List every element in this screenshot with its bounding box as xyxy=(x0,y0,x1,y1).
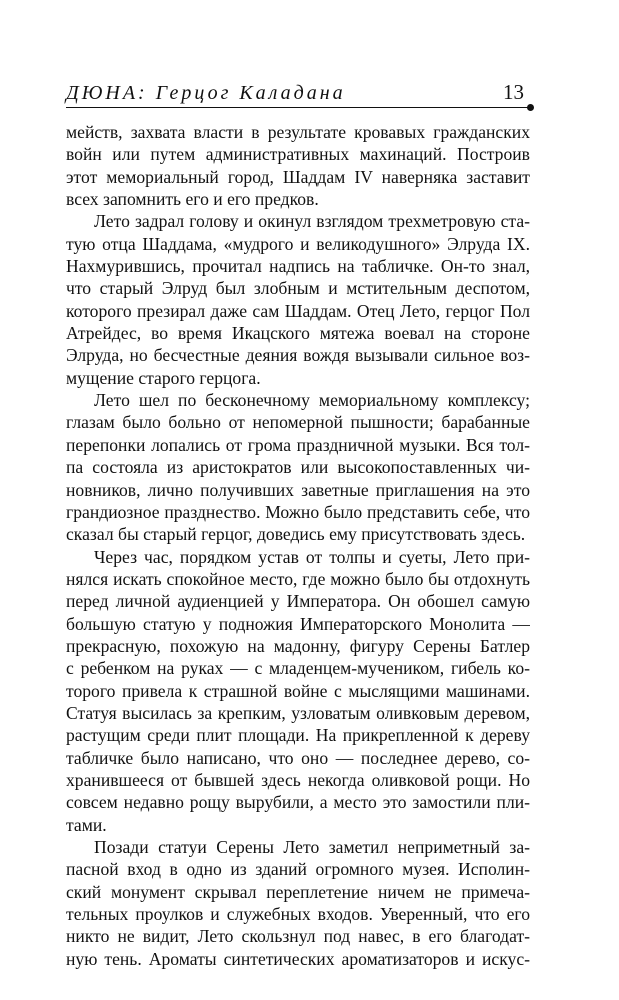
body-text xyxy=(66,121,530,970)
text-line: войн или путем административных махинаций. Построив xyxy=(66,144,530,165)
text-line: па состояла из аристократов или высокопоставленных чи- xyxy=(66,457,530,478)
text-line: хранившееся от бывшей здесь некогда оливковой рощи. Но xyxy=(66,769,530,790)
text-line: перепонки лопались от грома праздничной музыки. Вся тол- xyxy=(66,434,530,455)
text-line: Позади статуи Серены Лето заметил неприметный за- xyxy=(94,837,530,857)
header-rule-end-dot xyxy=(527,104,534,111)
text-line: новников, лично получивших заветные приглашения на это xyxy=(66,479,530,500)
running-title: ДЮНА: Герцог Каладана xyxy=(66,82,346,104)
text-line: прекрасную, похожую на мадонну, фигуру Серены Батлер xyxy=(66,635,530,656)
text-line: всех запомнить его и его предков. xyxy=(66,189,319,210)
text-line: совсем недавно рощу вырубили, а место это замостили пли- xyxy=(66,792,530,813)
text-line: Статуя высилась за крепким, узловатым оливковым деревом, xyxy=(66,702,530,723)
text-line: растущим среди плит площади. На прикрепленной к дереву xyxy=(66,725,530,746)
text-line: сказал бы старый герцог, доведись ему присутствовать здесь. xyxy=(66,524,526,545)
text-line: глазам было больно от непомерной пышности; барабанные xyxy=(66,412,530,433)
text-line: Лето задрал голову и окинул взглядом трехметровую ста- xyxy=(94,211,530,232)
text-line: Атрейдес, во время Икацского мятежа воевал на стороне xyxy=(66,323,530,344)
running-header xyxy=(66,82,534,108)
text-line: большую статую у подножия Императорского Монолита — xyxy=(66,613,530,634)
text-line: Элруда, но бесчестные деяния вождя вызывали сильное воз- xyxy=(66,345,530,366)
text-line: тельных проулков и служебных входов. Уверенный, что его xyxy=(66,904,530,925)
text-line: Через час, порядком устав от толпы и суеты, Лето при- xyxy=(94,546,530,567)
text-line: перед личной аудиенцией у Императора. Он обошел самую xyxy=(66,591,530,612)
text-line: что старый Элруд был злобным и мстительным деспотом, xyxy=(66,278,530,299)
text-line: никто не видит, Лето скользнул под навес, в его благодат- xyxy=(66,926,530,947)
text-line: торого привела к страшной войне с мыслящими машинами. xyxy=(66,680,530,701)
text-line: нялся искать спокойное место, где можно было бы отдохнуть xyxy=(66,568,530,589)
page-number: 13 xyxy=(503,80,524,104)
text-line: тами. xyxy=(66,814,107,835)
text-line: ский монумент скрывал переплетение ничем не примеча- xyxy=(66,881,530,902)
text-line: Нахмурившись, прочитал надпись на табличке. Он-то знал, xyxy=(66,256,530,277)
text-line: мущение старого герцога. xyxy=(66,367,261,388)
text-line: тую отца Шаддама, «мудрого и великодушного» Элруда IX. xyxy=(66,233,530,254)
text-line: которого презирал даже сам Шаддам. Отец Лето, герцог Пол xyxy=(66,300,530,321)
text-line: этот мемориальный город, Шаддам IV наверняка заставит xyxy=(66,166,530,187)
text-line: грандиозное празднество. Можно было представить себе, что xyxy=(66,501,530,522)
text-line: Лето шел по бесконечному мемориальному комплексу; xyxy=(94,390,530,411)
header-rule xyxy=(66,107,528,109)
text-line: мейств, захвата власти в результате кровавых гражданских xyxy=(66,122,530,142)
text-line: табличке было написано, что оно — последнее дерево, со- xyxy=(66,747,530,768)
text-line: пасной вход в одно из зданий огромного музея. Исполин- xyxy=(66,859,530,880)
text-line: с ребенком на руках — с младенцем-мучеником, гибель ко- xyxy=(66,658,530,679)
text-line: ную тень. Ароматы синтетических ароматизаторов и искус- xyxy=(66,948,530,969)
